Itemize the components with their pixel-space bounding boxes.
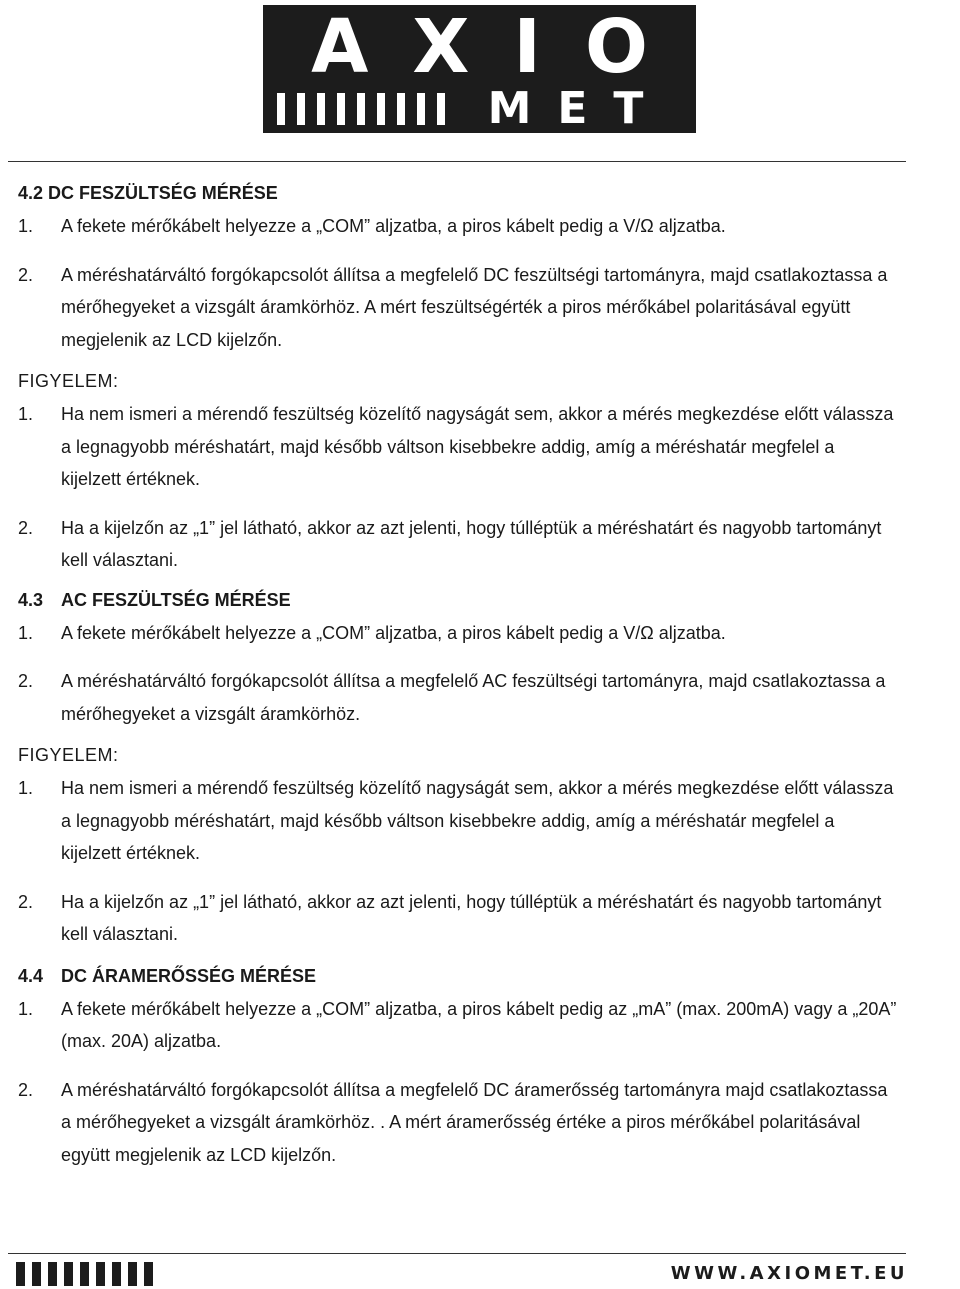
footer-url: WWW.AXIOMET.EU	[670, 1263, 908, 1284]
logo-text-top: AXIO	[311, 4, 692, 90]
list-item: 2. Ha a kijelzőn az „1” jel látható, akkor az azt jelenti, hogy túlléptük a méréshatárt és nagyobb tartományt kell választani.	[18, 891, 882, 944]
warning-label: FIGYELEM:	[18, 745, 119, 765]
header-divider	[8, 161, 906, 162]
list-item: 2. A méréshatárváltó forgókapcsolót állítsa a megfelelő DC feszültségi tartományra, majd csatlakoztassa a mérőhegyeket a vizsgált áramkörhöz. A mért feszültségérték a piros mérőkábel polaritásával együtt megjelenik az LCD kijelzőn.	[18, 264, 888, 350]
list-item: 1. A fekete mérőkábelt helyezze a „COM” aljzatba, a piros kábelt pedig a V/Ω aljzatba.	[18, 216, 726, 236]
footer-divider	[8, 1253, 906, 1254]
list-item: 1. A fekete mérőkábelt helyezze a „COM” aljzatba, a piros kábelt pedig a V/Ω aljzatba.	[18, 622, 726, 643]
section-heading-4-4: 4.4 DC ÁRAMERŐSSÉG MÉRÉSE	[18, 965, 317, 986]
list-item: 1. Ha nem ismeri a mérendő feszültség közelítő nagyságát sem, akkor a mérés megkezdése előtt válassza a legnagyobb méréshatárt, majd később váltson kisebbekre addig, amíg a méréshatár megfelel a kijelzett értéknek.	[18, 404, 894, 489]
list-item: 1. Ha nem ismeri a mérendő feszültség közelítő nagyságát sem, akkor a mérés megkezdése előtt válassza a legnagyobb méréshatárt, majd később váltson kisebbekre addig, amíg a méréshatár megfelel a kijelzett értéknek.	[18, 778, 894, 863]
warning-label: FIGYELEM:	[18, 371, 119, 391]
document-body	[18, 176, 898, 1171]
list-item: 2. A méréshatárváltó forgókapcsolót állítsa a megfelelő AC feszültségi tartományra, majd csatlakoztassa a mérőhegyeket a vizsgált áramkörhöz.	[18, 671, 886, 724]
list-item: 2. A méréshatárváltó forgókapcsolót állítsa a megfelelő DC áramerősség tartományra majd csatlakoztassa a mérőhegyeket a vizsgált áramkörhöz. . A mért áramerősség értéke a piros mérőkábel polaritásával együtt megjelenik az LCD kijelzőn.	[18, 1079, 888, 1165]
axiomet-logo	[263, 5, 696, 133]
list-item: 1. A fekete mérőkábelt helyezze a „COM” aljzatba, a piros kábelt pedig az „mA” (max. 200mA) vagy a „20A” (max. 20A) aljzatba.	[18, 998, 897, 1051]
list-item: 2. Ha a kijelzőn az „1” jel látható, akkor az azt jelenti, hogy túlléptük a méréshatárt és nagyobb tartományt kell választani.	[18, 517, 882, 570]
section-heading-4-3: 4.3 AC FESZÜLTSÉG MÉRÉSE	[18, 589, 291, 610]
section-heading-4-2: 4.2 DC FESZÜLTSÉG MÉRÉSE	[18, 183, 278, 203]
logo-text-bottom: MET	[487, 83, 670, 134]
